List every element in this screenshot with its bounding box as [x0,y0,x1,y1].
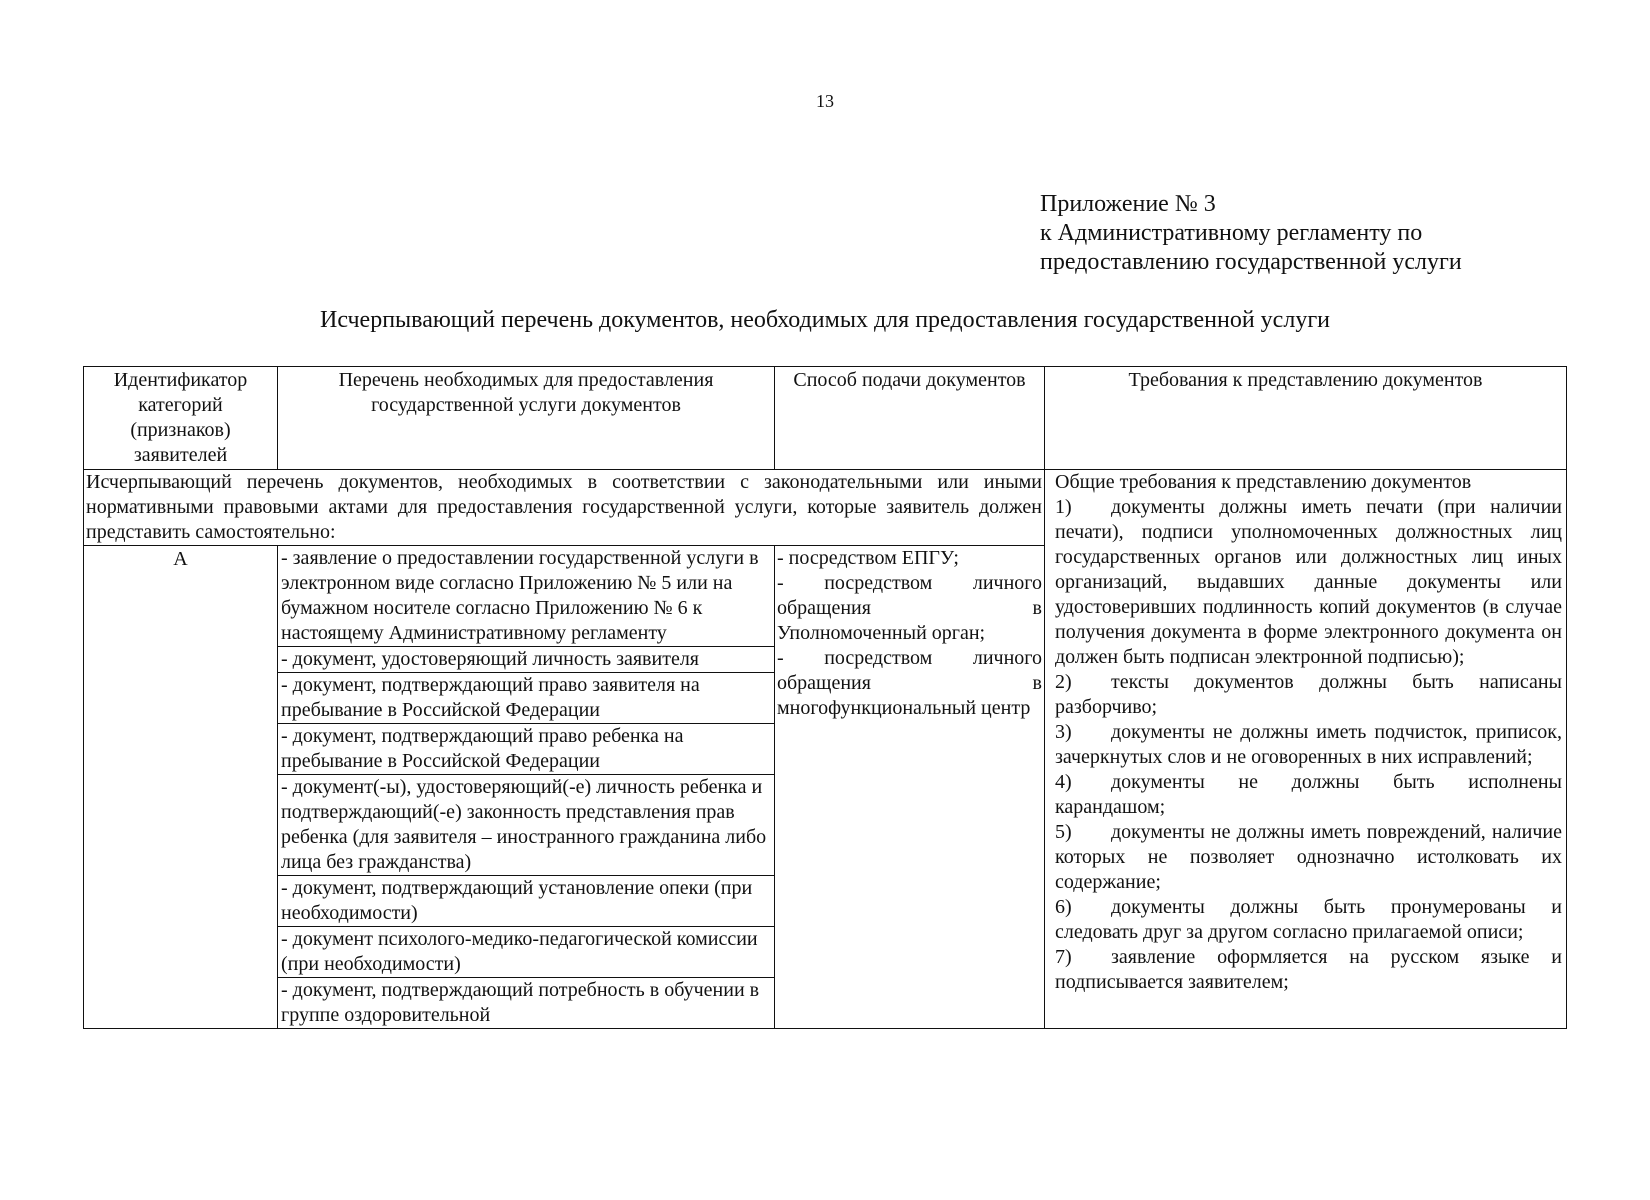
appendix-line-1: Приложение № 3 [1040,191,1216,217]
requirement-item: 5) документы не должны иметь повреждений, наличие которых не позволяет однозначно истолковать их содержание; [1055,821,1562,893]
appendix-line-2: к Административному регламенту по [1040,220,1423,246]
table-row [84,470,1567,546]
requirement-item: 3) документы не должны иметь подчисток, приписок, зачеркнутых слов и не оговоренных в них исправлений; [1055,721,1562,768]
method-authorized-body-name: Уполномоченный орган; [777,622,986,644]
submission-methods-cell [775,546,1045,1029]
method-mfc-name: многофункциональный центр [777,697,1031,719]
header-category-id: Идентификатор категорий (признаков) заявителей [84,367,278,470]
document-item: - документ, подтверждающий право заявителя на пребывание в Российской Федерации [278,673,774,724]
header-documents-list: Перечень необходимых для предоставления государственной услуги документов [278,367,775,470]
table-header-row [84,367,1567,470]
document-item: - документ, подтверждающий установление опеки (при необходимости) [278,876,774,927]
document-item: - заявление о предоставлении государственной услуги в электронном виде согласно Приложению № 5 или на бумажном носителе согласно Приложению № 6 к настоящему Административному регламенту [278,546,774,647]
method-authorized-body: - посредством личного обращения в [777,572,1042,619]
method-epgu: - посредством ЕПГУ; [777,547,959,569]
requirements-cell [1045,470,1567,1029]
requirement-item: 2) тексты документов должны быть написаны разборчиво; [1055,671,1562,718]
requirement-item: 4) документы не должны быть исполнены карандашом; [1055,771,1562,818]
document-item: - документ(-ы), удостоверяющий(-е) личность ребенка и подтверждающий(-е) законность представления прав ребенка (для заявителя – иностранного гражданина либо лица без гражданства) [278,775,774,876]
document-item: - документ психолого-медико-педагогической комиссии (при необходимости) [278,927,774,978]
documents-cell [278,546,775,1029]
header-submission-method: Способ подачи документов [775,367,1045,470]
requirement-item: 6) документы должны быть пронумерованы и следовать друг за другом согласно прилагаемой описи; [1055,896,1562,943]
requirement-item: 7) заявление оформляется на русском языке и подписывается заявителем; [1055,946,1562,993]
requirements-heading: Общие требования к представлению документов [1055,471,1472,493]
method-mfc: - посредством личного обращения в [777,647,1042,694]
documents-table [83,366,1567,1029]
header-requirements: Требования к представлению документов [1045,367,1567,470]
intro-text: Исчерпывающий перечень документов, необходимых в соответствии с законодательными или иными нормативными правовыми актами для предоставления государственной услуги, которые заявитель должен представить самостоятельно: [84,470,1045,546]
requirement-item: 1) документы должны иметь печати (при наличии печати), подписи уполномоченных должностных лиц государственных органов или должностных лиц иных организаций, выдавших данные документы или удостоверивших подлинность копий документов (в случае получения документа в форме электронного документа он должен быть подписан электронной подписью); [1055,496,1562,668]
document-item: - документ, подтверждающий право ребенка на пребывание в Российской Федерации [278,724,774,775]
document-item: - документ, подтверждающий потребность в обучении в группе оздоровительной [281,979,760,1026]
appendix-note [1040,190,1462,277]
document-item: - документ, удостоверяющий личность заявителя [278,647,774,673]
category-cell: А [84,546,278,1029]
page-number: 13 [816,91,834,111]
appendix-line-3: предоставлению государственной услуги [1040,249,1462,275]
document-title: Исчерпывающий перечень документов, необходимых для предоставления государственной услуги [319,307,1330,333]
